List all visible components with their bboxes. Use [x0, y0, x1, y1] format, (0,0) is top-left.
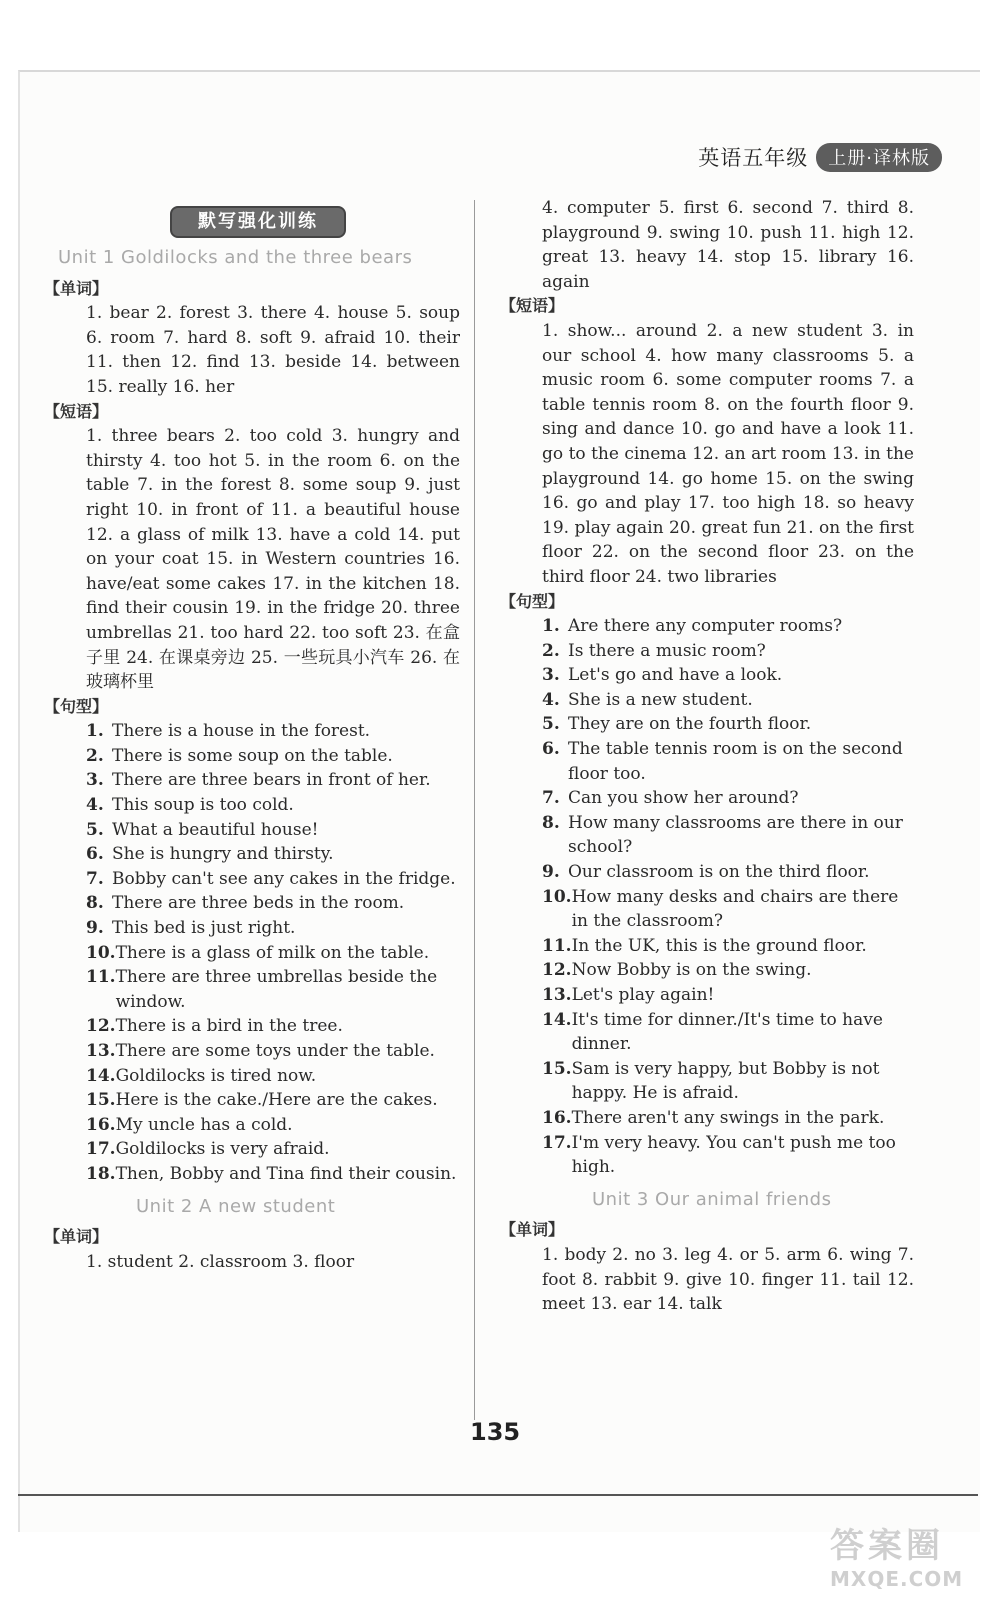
sentence-number: 12.	[542, 960, 572, 981]
sentence-number: 7.	[542, 788, 560, 809]
sentence-text: Goldilocks is very afraid.	[115, 1139, 330, 1160]
sentence-number: 7.	[86, 868, 104, 889]
sentence-text: Now Bobby is on the swing.	[571, 960, 812, 981]
sentence-text: Here is the cake./Here are the cakes.	[115, 1090, 438, 1111]
sentence-item	[542, 1008, 914, 1057]
sentence-item	[86, 1113, 460, 1138]
phrases-list: 1. three bears 2. too cold 3. hungry and thirsty 4. too hot 5. in the room 6. on the table 7. in the forest 8. some soup 9. just right 10. in front of 11. a beautiful house 12. a glass of milk 13. have a cold 14. put on your coat 15. in Western countries 16. have/eat some cakes 17. in the kitchen 18. find their cousin 19. in the fridge 20. three umbrellas 21. too hard 22. too soft 23. 在盒子里 24. 在课桌旁边 25. 一些玩具小汽车 26. 在玻璃杯里	[86, 426, 460, 693]
sentence-item	[86, 891, 460, 916]
unit2-title: Unit 2 A new student	[136, 1195, 336, 1217]
sentence-number: 6.	[542, 739, 560, 760]
right-column	[500, 196, 914, 1317]
sentence-item	[86, 818, 460, 843]
sentence-number: 2.	[542, 640, 560, 661]
sentence-text: There is a bird in the tree.	[115, 1016, 343, 1037]
sentence-text: This soup is too cold.	[112, 795, 294, 816]
unit3-title: Unit 3 Our animal friends	[592, 1188, 832, 1210]
sentence-number: 5.	[542, 714, 560, 735]
sentence-item	[542, 860, 914, 885]
sentence-item	[542, 958, 914, 983]
sentence-number: 18.	[86, 1163, 116, 1184]
watermark-url: MXQE.COM	[830, 1567, 964, 1591]
words-list-continued: 4. computer 5. first 6. second 7. third 8. playground 9. swing 10. push 11. high 12. great 13. heavy 14. stop 15. library 16. again	[542, 198, 914, 292]
sentence-number: 14.	[86, 1065, 116, 1086]
left-column	[44, 196, 460, 1274]
sentence-item	[86, 842, 460, 867]
phrases-label: 【短语】	[44, 401, 109, 421]
sentence-item	[86, 867, 460, 892]
phrases-label: 【短语】	[500, 296, 565, 316]
sentence-text: There are some toys under the table.	[115, 1041, 435, 1061]
sentence-number: 15.	[542, 1058, 572, 1079]
sentence-text: Our classroom is on the third floor.	[568, 862, 870, 883]
sentence-text: There aren't any swings in the park.	[571, 1107, 885, 1128]
sentence-text: It's time for dinner./It's time to have dinner.	[571, 1009, 883, 1055]
sentence-number: 3.	[86, 770, 104, 791]
page-header	[698, 142, 942, 172]
phrases-list: 1. show... around 2. a new student 3. in our school 4. how many classrooms 5. a music room 6. some computer rooms 7. a table tennis room 8. on the fourth floor 9. sing and dance 10. go and have a look 11. go to the cinema 12. an art room 13. in the playground 14. go home 15. on the swing 16. go and play 17. too high 18. so heavy 19. play again 20. great fun 21. on the first floor 22. on the second floor 23. on the third floor 24. two libraries	[542, 320, 914, 587]
sentence-text: There are three bears in front of her.	[112, 770, 431, 791]
sentence-number: 6.	[86, 844, 104, 865]
sentence-list	[514, 614, 914, 1180]
sentence-text: Let's play again!	[571, 985, 715, 1005]
header-title: 英语五年级	[698, 146, 809, 170]
sentence-text: My uncle has a cold.	[115, 1114, 293, 1135]
sentence-item	[86, 768, 460, 793]
sentence-number: 16.	[542, 1107, 572, 1128]
sentence-text: She is a new student.	[568, 689, 753, 710]
sentence-number: 9.	[542, 862, 560, 883]
sentence-item	[542, 712, 914, 737]
sentence-text: They are on the fourth floor.	[568, 714, 812, 735]
sentence-text: Sam is very happy, but Bobby is not happy. He is afraid.	[571, 1058, 880, 1104]
sentence-number: 13.	[86, 1041, 116, 1061]
words-list: 1. bear 2. forest 3. there 4. house 5. soup 6. room 7. hard 8. soft 9. afraid 10. their 11. then 12. find 13. beside 14. between 15. really 16. her	[86, 303, 460, 397]
sentence-item	[86, 1088, 460, 1113]
sentence-item	[86, 1162, 460, 1187]
sentence-text: There are three umbrellas beside the window.	[115, 967, 438, 1012]
sentence-item	[542, 1131, 914, 1180]
sentence-number: 15.	[86, 1090, 116, 1111]
section-banner: 默写强化训练	[170, 206, 346, 238]
sentence-text: I'm very heavy. You can't push me too high.	[571, 1132, 896, 1178]
sentences-label: 【句型】	[44, 696, 109, 716]
sentence-item	[542, 1106, 914, 1131]
sentence-text: There is a glass of milk on the table.	[115, 942, 430, 963]
watermark-logo	[830, 1518, 980, 1591]
sentence-number: 4.	[542, 689, 560, 710]
sentence-text: There are three beds in the room.	[112, 893, 405, 914]
sentence-number: 10.	[86, 942, 116, 963]
sentence-text: There is some soup on the table.	[112, 745, 393, 766]
words-label: 【单词】	[44, 278, 109, 298]
sentence-item	[542, 614, 914, 639]
sentence-number: 14.	[542, 1009, 572, 1030]
sentence-number: 8.	[86, 893, 104, 914]
sentence-item	[86, 965, 460, 1014]
sentence-text: Is there a music room?	[568, 640, 766, 661]
sentence-item	[86, 941, 460, 966]
sentence-text: Then, Bobby and Tina find their cousin.	[115, 1163, 457, 1184]
sentence-item	[542, 885, 914, 934]
watermark-text: 答案圈	[830, 1526, 944, 1566]
sentence-list	[58, 719, 460, 1186]
sentence-number: 17.	[86, 1139, 116, 1160]
sentence-text: The table tennis room is on the second floor too.	[568, 739, 903, 784]
sentence-number: 17.	[542, 1132, 572, 1153]
sentence-text: How many desks and chairs are there in the classroom?	[571, 886, 899, 932]
sentence-number: 1.	[542, 616, 560, 637]
sentence-number: 16.	[86, 1114, 116, 1135]
sentence-item	[86, 1137, 460, 1162]
sentence-item	[86, 1064, 460, 1089]
sentence-text: How many classrooms are there in our school?	[568, 812, 903, 858]
unit1-title: Unit 1 Goldilocks and the three bears	[58, 247, 413, 268]
sentence-number: 11.	[542, 935, 572, 956]
sentence-text: In the UK, this is the ground floor.	[571, 935, 867, 956]
sentence-item	[542, 934, 914, 959]
sentence-text: There is a house in the forest.	[112, 721, 371, 742]
bottom-rule	[18, 1494, 978, 1496]
sentence-number: 11.	[86, 967, 116, 988]
sentence-number: 4.	[86, 795, 104, 816]
sentence-number: 9.	[86, 918, 104, 939]
sentence-number: 10.	[542, 886, 572, 907]
sentence-text: Goldilocks is tired now.	[115, 1065, 317, 1086]
sentence-item	[86, 916, 460, 941]
column-divider	[474, 200, 475, 1420]
sentence-text: What a beautiful house!	[112, 819, 319, 840]
sentence-item	[542, 983, 914, 1008]
unit2-words-list: 1. student 2. classroom 3. floor	[86, 1251, 355, 1272]
sentences-label: 【句型】	[500, 591, 565, 611]
sentence-text: Are there any computer rooms?	[568, 616, 843, 637]
sentence-item	[542, 1057, 914, 1106]
sentence-item	[86, 1039, 460, 1064]
unit3-words-label: 【单词】	[500, 1220, 565, 1240]
unit2-words-label: 【单词】	[44, 1227, 109, 1247]
edition-badge: 上册·译林版	[816, 143, 942, 172]
sentence-item	[86, 744, 460, 769]
sentence-item	[542, 688, 914, 713]
sentence-item	[542, 663, 914, 688]
sentence-item	[542, 811, 914, 860]
sentence-text: This bed is just right.	[112, 918, 296, 939]
sentence-number: 1.	[86, 721, 104, 742]
sentence-item	[86, 719, 460, 744]
sentence-number: 2.	[86, 745, 104, 766]
sentence-number: 8.	[542, 812, 560, 833]
sentence-item	[86, 793, 460, 818]
sentence-text: She is hungry and thirsty.	[112, 844, 334, 865]
sentence-item	[542, 639, 914, 664]
sentence-item	[86, 1014, 460, 1039]
page-number: 135	[470, 1418, 521, 1446]
sentence-item	[542, 786, 914, 811]
sentence-text: Let's go and have a look.	[568, 665, 783, 686]
sentence-text: Bobby can't see any cakes in the fridge.	[112, 868, 456, 889]
sentence-number: 12.	[86, 1016, 116, 1037]
sentence-number: 5.	[86, 819, 104, 840]
sentence-number: 3.	[542, 665, 560, 686]
sentence-number: 13.	[542, 985, 572, 1005]
sentence-text: Can you show her around?	[568, 788, 799, 809]
sentence-item	[542, 737, 914, 786]
unit3-words-list: 1. body 2. no 3. leg 4. or 5. arm 6. wing 7. foot 8. rabbit 9. give 10. finger 11. tail 12. meet 13. ear 14. talk	[542, 1244, 914, 1315]
